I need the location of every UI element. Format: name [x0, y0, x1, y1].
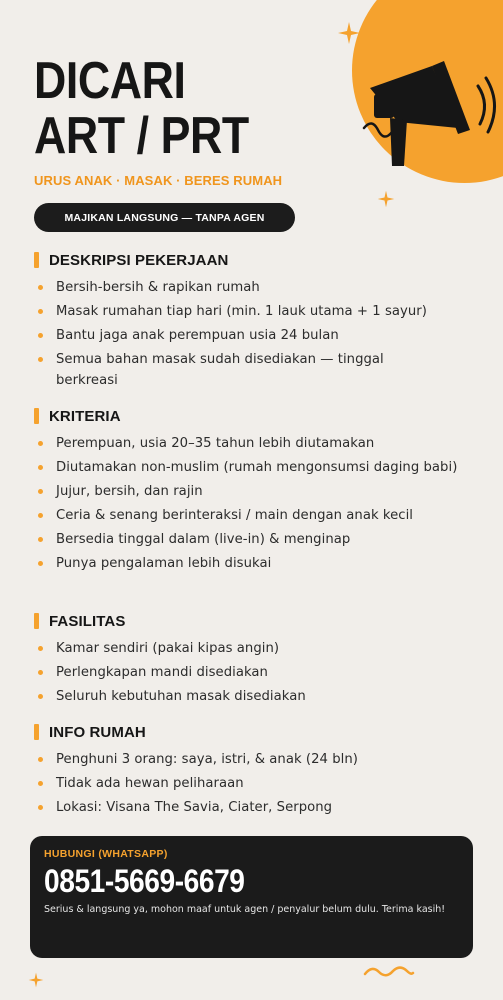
section-accent-bar — [34, 252, 39, 268]
sparkle-icon — [337, 21, 361, 45]
whatsapp-phone-number[interactable]: 0851-5669-6679 — [44, 863, 245, 899]
section-accent-bar — [34, 613, 39, 629]
section-title: DESKRIPSI PEKERJAAN — [49, 251, 229, 269]
list-item: Perlengkapan mandi disediakan — [34, 662, 474, 683]
section-title: KRITERIA — [49, 407, 121, 425]
headline — [34, 54, 249, 164]
bullet-icon — [38, 357, 43, 362]
bullet-icon — [38, 465, 43, 470]
list-item: Bersedia tinggal dalam (live-in) & menginap — [34, 529, 474, 550]
bullet-icon — [38, 694, 43, 699]
direct-employer-badge: MAJIKAN LANGSUNG — TANPA AGEN — [34, 203, 295, 232]
list-item: Jujur, bersih, dan rajin — [34, 481, 474, 502]
section-house-info — [34, 722, 474, 821]
bullet-icon — [38, 781, 43, 786]
section-facilities — [34, 611, 474, 710]
bullet-icon — [38, 333, 43, 338]
list-item: Penghuni 3 orang: saya, istri, & anak (24 bln) — [34, 749, 474, 770]
list-item: Punya pengalaman lebih disukai — [34, 553, 474, 574]
section-title: INFO RUMAH — [49, 723, 146, 741]
list-item: Lokasi: Visana The Savia, Ciater, Serpong — [34, 797, 474, 818]
headline-line-2: ART / PRT — [34, 107, 249, 165]
list-item: Diutamakan non-muslim (rumah mengonsumsi daging babi) — [34, 457, 474, 478]
section-criteria — [34, 406, 474, 577]
section-accent-bar — [34, 408, 39, 424]
bullet-icon — [38, 513, 43, 518]
bullet-icon — [38, 757, 43, 762]
contact-note: Serius & langsung ya, mohon maaf untuk agen / penyalur belum dulu. Terima kasih! — [44, 904, 446, 915]
list-item: Semua bahan masak sudah disediakan — tinggal berkreasi — [34, 349, 474, 391]
bullet-icon — [38, 441, 43, 446]
list-item: Bantu jaga anak perempuan usia 24 bulan — [34, 325, 474, 346]
sparkle-icon — [28, 972, 44, 988]
contact-card — [30, 836, 473, 958]
section-job-description — [34, 250, 474, 394]
bullet-icon — [38, 309, 43, 314]
list-item: Seluruh kebutuhan masak disediakan — [34, 686, 474, 707]
section-title: FASILITAS — [49, 612, 126, 630]
bullet-icon — [38, 646, 43, 651]
list-item: Tidak ada hewan peliharaan — [34, 773, 474, 794]
squiggle-decoration — [363, 962, 415, 980]
bullet-icon — [38, 805, 43, 810]
list-item: Bersih-bersih & rapikan rumah — [34, 277, 474, 298]
headline-line-1: DICARI — [34, 52, 186, 110]
bullet-icon — [38, 670, 43, 675]
list-item: Ceria & senang berinteraksi / main dengan anak kecil — [34, 505, 474, 526]
list-item: Kamar sendiri (pakai kipas angin) — [34, 638, 474, 659]
list-item: Perempuan, usia 20–35 tahun lebih diutamakan — [34, 433, 474, 454]
bullet-icon — [38, 537, 43, 542]
bullet-icon — [38, 561, 43, 566]
list-item: Masak rumahan tiap hari (min. 1 lauk utama + 1 sayur) — [34, 301, 474, 322]
contact-label: HUBUNGI (WHATSAPP) — [44, 848, 168, 860]
sparkle-icon — [377, 190, 395, 208]
megaphone-icon — [362, 58, 503, 170]
bullet-icon — [38, 489, 43, 494]
subheadline: URUS ANAK · MASAK · BERES RUMAH — [34, 173, 283, 188]
bullet-icon — [38, 285, 43, 290]
section-accent-bar — [34, 724, 39, 740]
